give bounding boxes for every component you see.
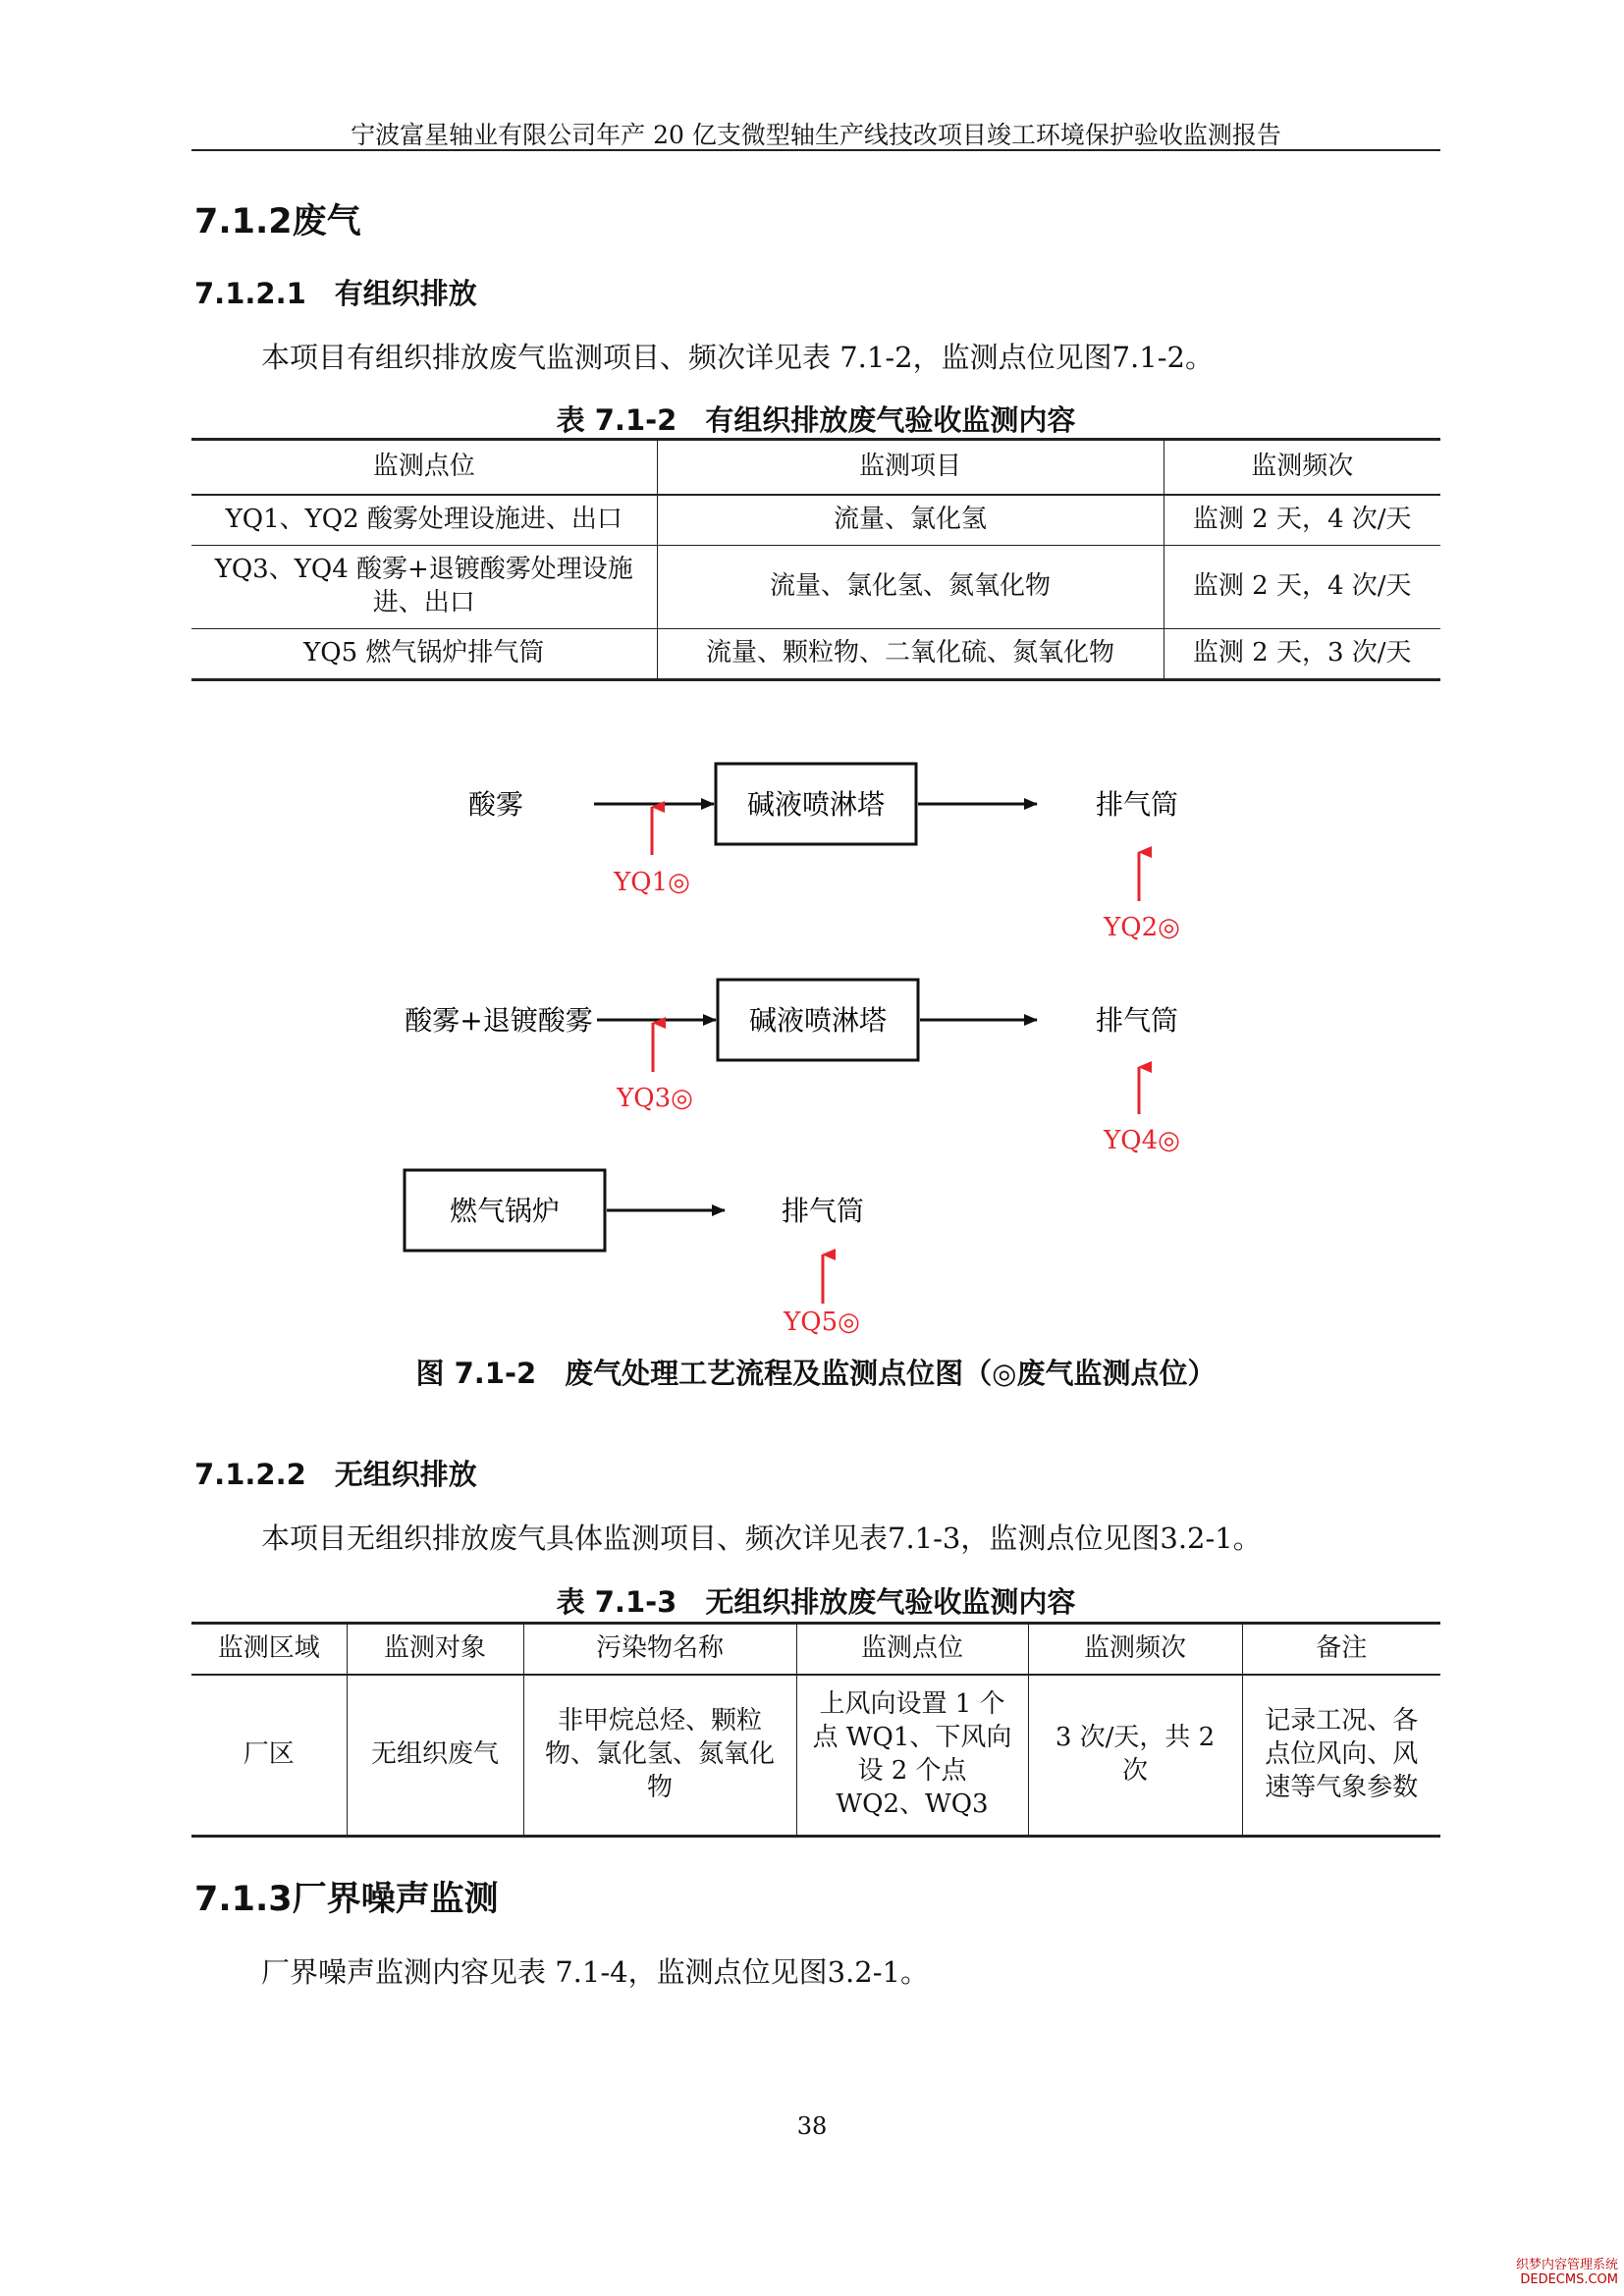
table-cell: 流量、氯化氢、氮氧化物 (657, 546, 1164, 629)
table-7-1-2-caption: 表 7.1-2 有组织排放废气验收监测内容 (556, 403, 1076, 437)
monitoring-point-label: YQ4◎ (1104, 1126, 1180, 1155)
monitoring-point-label: YQ3◎ (617, 1084, 693, 1113)
table-header-cell: 监测频次 (1028, 1624, 1242, 1676)
watermark-line-2: DEDECMS.COM (1520, 2272, 1618, 2288)
table-cell: 厂区 (191, 1675, 347, 1837)
table-row (191, 629, 1440, 680)
monitoring-point-label: YQ2◎ (1104, 913, 1180, 942)
table-header-cell: 监测点位 (191, 440, 657, 496)
table-7-1-3-caption: 表 7.1-3 无组织排放废气验收监测内容 (556, 1585, 1076, 1619)
table-header-row (191, 1624, 1440, 1676)
table-header-row (191, 440, 1440, 496)
table-header-cell: 监测频次 (1164, 440, 1440, 496)
flow-output-stack-3: 排气筒 (781, 1195, 865, 1227)
table-header-cell: 监测项目 (657, 440, 1164, 496)
flow-box-label: 碱液喷淋塔 (746, 788, 886, 821)
table-row (191, 1675, 1440, 1837)
table-cell: 监测 2 天，3 次/天 (1164, 629, 1440, 680)
table-row (191, 546, 1440, 629)
flow-box-label: 燃气锅炉 (449, 1195, 561, 1227)
table-cell: 无组织废气 (347, 1675, 523, 1837)
paragraph-noise-monitoring: 厂界噪声监测内容见表 7.1-4，监测点位见图3.2-1。 (261, 1955, 929, 1989)
subsection-heading-7-1-2-1: 7.1.2.1 有组织排放 (194, 277, 477, 310)
flow-source-acid-mist-deplating: 酸雾+退镀酸雾 (405, 1004, 593, 1037)
monitoring-point-label: YQ1◎ (614, 868, 690, 897)
table-cell: 上风向设置 1 个点 WQ1、下风向设 2 个点 WQ2、WQ3 (796, 1675, 1028, 1837)
table-7-1-2 (191, 438, 1440, 681)
table-cell: 3 次/天，共 2 次 (1028, 1675, 1242, 1837)
table-cell: YQ5 燃气锅炉排气筒 (191, 629, 657, 680)
table-cell: 监测 2 天，4 次/天 (1164, 546, 1440, 629)
header-rule (191, 149, 1440, 151)
table-header-cell: 备注 (1242, 1624, 1440, 1676)
section-heading-7-1-2: 7.1.2废气 (194, 202, 361, 241)
table-cell: 监测 2 天，4 次/天 (1164, 495, 1440, 546)
flow-output-stack-1: 排气筒 (1095, 788, 1179, 821)
watermark (1516, 2259, 1618, 2288)
waste-gas-flow-diagram (373, 726, 1257, 1335)
table-header-cell: 监测点位 (796, 1624, 1028, 1676)
page-number: 38 (796, 2112, 828, 2140)
subsection-heading-7-1-2-2: 7.1.2.2 无组织排放 (194, 1458, 477, 1491)
flow-source-acid-mist: 酸雾 (467, 788, 524, 821)
watermark-line-1: 织梦内容管理系统 (1515, 2258, 1618, 2273)
table-cell: 流量、氯化氢 (657, 495, 1164, 546)
page-header: 宁波富星轴业有限公司年产 20 亿支微型轴生产线技改项目竣工环境保护验收监测报告 (351, 121, 1281, 149)
table-header-cell: 监测对象 (347, 1624, 523, 1676)
table-cell: YQ1、YQ2 酸雾处理设施进、出口 (191, 495, 657, 546)
table-cell: YQ3、YQ4 酸雾+退镀酸雾处理设施进、出口 (191, 546, 657, 629)
table-cell: 非甲烷总烃、颗粒物、氯化氢、氮氧化物 (523, 1675, 796, 1837)
table-cell: 记录工况、各点位风向、风速等气象参数 (1242, 1675, 1440, 1837)
flow-box-label: 碱液喷淋塔 (748, 1004, 888, 1037)
table-row (191, 495, 1440, 546)
paragraph-unorganized-emission: 本项目无组织排放废气具体监测项目、频次详见表7.1-3，监测点位见图3.2-1。 (261, 1522, 1262, 1555)
flow-output-stack-2: 排气筒 (1095, 1004, 1179, 1037)
table-7-1-3 (191, 1622, 1440, 1838)
figure-7-1-2-caption: 图 7.1-2 废气处理工艺流程及监测点位图（◎废气监测点位） (415, 1357, 1217, 1390)
table-cell: 流量、颗粒物、二氧化硫、氮氧化物 (657, 629, 1164, 680)
table-header-cell: 污染物名称 (523, 1624, 796, 1676)
monitoring-point-label: YQ5◎ (784, 1308, 860, 1335)
table-header-cell: 监测区域 (191, 1624, 347, 1676)
section-heading-7-1-3: 7.1.3厂界噪声监测 (194, 1880, 499, 1919)
paragraph-organized-emission: 本项目有组织排放废气监测项目、频次详见表 7.1-2，监测点位见图7.1-2。 (261, 341, 1214, 374)
